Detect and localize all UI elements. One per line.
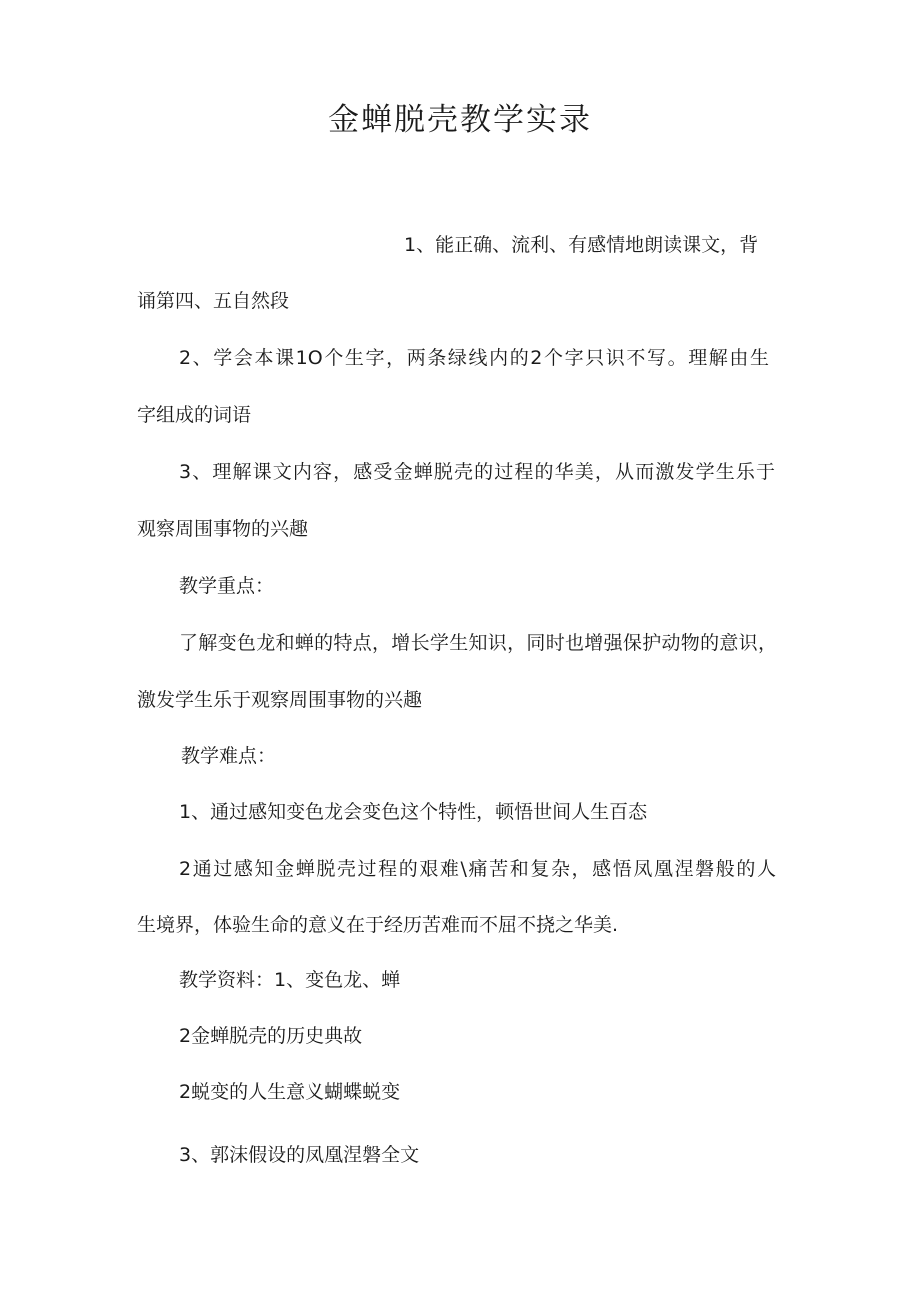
- objective-2-line-2: 字组成的词语: [137, 404, 252, 426]
- key-points-heading: 教学重点：: [179, 575, 275, 597]
- objective-2-line-1: 2、学会本课1O个生字，两条绿线内的2个字只识不写。理解由生: [179, 347, 769, 369]
- objective-1-line-1: 1、能正确、流利、有感情地朗读课文，背: [404, 234, 759, 256]
- materials-heading: 教学资料：1、变色龙、蝉: [179, 969, 401, 991]
- objective-3-line-1: 3、理解课文内容，感受金蝉脱壳的过程的华美，从而激发学生乐于: [179, 461, 775, 483]
- objective-3-line-2: 观察周围事物的兴趣: [137, 518, 309, 540]
- difficulties-heading: 教学难点：: [181, 745, 277, 767]
- page-title: 金蝉脱壳教学实录: [328, 102, 592, 138]
- material-2a: 2金蝉脱壳的历史典故: [179, 1025, 363, 1047]
- difficulty-2-line-2: 生境界，体验生命的意义在于经历苦难而不屈不挠之华美.: [137, 914, 619, 936]
- objective-1-line-2: 诵第四、五自然段: [137, 290, 290, 312]
- key-points-line-1: 了解变色龙和蝉的特点，增长学生知识，同时也增强保护动物的意识，: [179, 632, 777, 654]
- key-points-line-2: 激发学生乐于观察周围事物的兴趣: [137, 689, 423, 711]
- material-3: 3、郭沫假设的凤凰涅磐全文: [179, 1144, 420, 1166]
- material-2b: 2蜕变的人生意义蝴蝶蜕变: [179, 1081, 401, 1103]
- difficulty-2-line-1: 2通过感知金蝉脱壳过程的艰难\痛苦和复杂，感悟凤凰涅磐般的人: [179, 858, 776, 880]
- difficulty-1: 1、通过感知变色龙会变色这个特性，顿悟世间人生百态: [179, 801, 648, 823]
